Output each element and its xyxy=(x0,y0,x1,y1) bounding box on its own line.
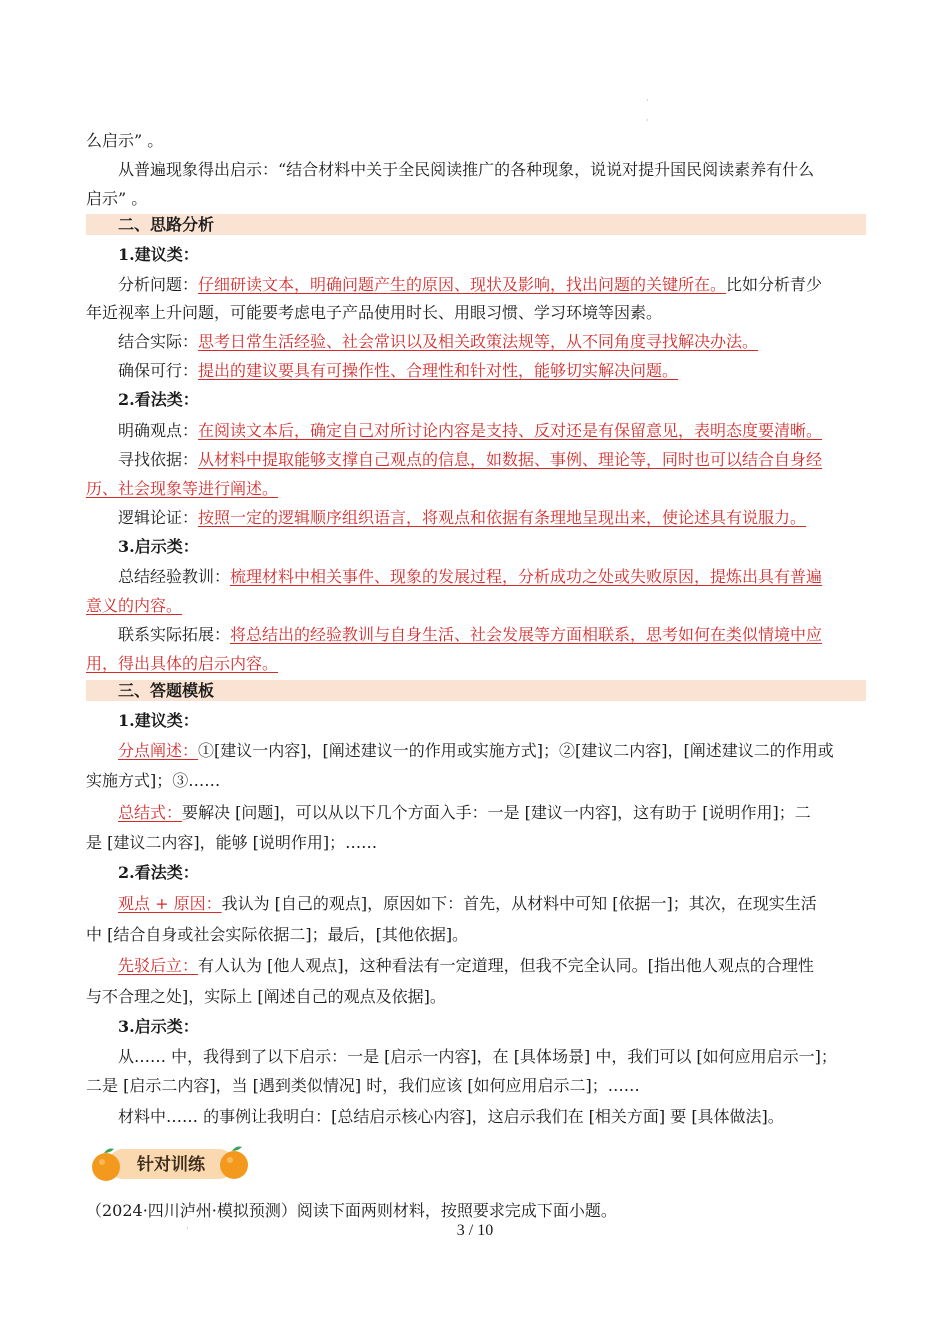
section-heading: 三、答题模板 xyxy=(118,681,215,700)
page-number: 3 / 10 xyxy=(456,1222,494,1239)
template-label: 分点阐述： xyxy=(118,741,199,760)
paragraph xyxy=(118,798,866,827)
category-title: 2.看法类： xyxy=(118,390,199,409)
paragraph-line: 是 [建议二内容]，能够 [说明作用]；…… xyxy=(86,833,378,852)
highlight-text: 在阅读文本后，确定自己对所讨论内容是支持、反对还是有保留意见，表明态度要清晰。 xyxy=(198,421,823,440)
paragraph xyxy=(118,356,866,385)
intro-line: 从普遍现象得出启示：“结合材料中关于全民阅读推广的各种现象，说说对提升国民阅读素养有什么 xyxy=(118,160,815,179)
paragraph xyxy=(118,951,866,980)
badge-label: 针对训练 xyxy=(137,1155,205,1175)
item-label: 结合实际： xyxy=(118,332,199,351)
item-label: 总结经验教训： xyxy=(118,567,231,586)
paragraph xyxy=(118,562,866,591)
template-label: 先驳后立： xyxy=(118,956,199,975)
intro-line: 启示” 。 xyxy=(86,189,148,208)
template-label: 观点 + 原因： xyxy=(118,894,222,913)
paragraph xyxy=(118,445,866,474)
paragraph xyxy=(118,889,866,918)
section-heading: 二、思路分析 xyxy=(118,215,215,234)
paragraph-line: 年近视率上升问题，可能要考虑电子产品使用时长、用眼习惯、学习环境等因素。 xyxy=(86,303,663,322)
paragraph-line: 实施方式]；③…… xyxy=(86,771,221,790)
stray-mark: · xyxy=(646,116,649,125)
template-text: ①[建议一内容]，[阐述建议一的作用或实施方式]；②[建议二内容]，[阐述建议二的作用或 xyxy=(198,741,834,760)
paragraph xyxy=(118,736,866,765)
paragraph-line xyxy=(86,591,866,620)
template-text: 有人认为 [他人观点]，这种看法有一定道理，但我不完全认同。[指出他人观点的合理性 xyxy=(198,956,814,975)
category-title: 1.建议类： xyxy=(118,711,199,730)
paragraph-line: 中 [结合自身或社会实际依据二]；最后，[其他依据]。 xyxy=(86,925,469,944)
paragraph-line: 二是 [启示二内容]，当 [遇到类似情况] 时，我们应该 [如何应用启示二]；…… xyxy=(86,1076,640,1095)
intro-line: 么启示” 。 xyxy=(86,131,164,150)
item-label: 联系实际拓展： xyxy=(118,625,231,644)
item-label: 明确观点： xyxy=(118,421,199,440)
stray-mark: · xyxy=(646,96,649,105)
training-badge xyxy=(92,1140,250,1186)
highlight-text: 按照一定的逻辑顺序组织语言，将观点和依据有条理地呈现出来，使论述具有说服力。 xyxy=(198,508,807,527)
highlight-text: 仔细研读文本，明确问题产生的原因、现状及影响，找出问题的关键所在。 xyxy=(198,275,727,294)
template-text: 要解决 [问题]，可以从以下几个方面入手：一是 [建议一内容]，这有助于 [说明作用]；二 xyxy=(182,803,811,822)
category-title: 3.启示类： xyxy=(118,537,199,556)
stray-mark: · xyxy=(186,1224,189,1233)
paragraph xyxy=(118,620,866,649)
highlight-text: 意义的内容。 xyxy=(86,596,183,615)
paragraph-line: 与不合理之处]，实际上 [阐述自己的观点及依据]。 xyxy=(86,987,446,1006)
highlight-text: 历、社会现象等进行阐述。 xyxy=(86,479,279,498)
highlight-text: 思考日常生活经验、社会常识以及相关政策法规等，从不同角度寻找解决办法。 xyxy=(198,332,759,351)
item-label: 逻辑论证： xyxy=(118,508,199,527)
paragraph-line xyxy=(86,649,866,678)
highlight-text: 用，得出具体的启示内容。 xyxy=(86,654,279,673)
paragraph xyxy=(118,416,866,445)
highlight-text: 从材料中提取能够支撑自己观点的信息，如数据、事例、理论等，同时也可以结合自身经 xyxy=(198,450,823,469)
template-label: 总结式： xyxy=(118,803,183,822)
paragraph-line xyxy=(86,474,866,503)
item-label: 确保可行： xyxy=(118,361,199,380)
highlight-text: 梳理材料中相关事件、现象的发展过程，分析成功之处或失败原因，提炼出具有普遍 xyxy=(230,567,823,586)
paragraph-line: 材料中…… 的事例让我明白：[总结启示核心内容]，这启示我们在 [相关方面] 要 [具体做法]。 xyxy=(118,1107,784,1126)
item-label: 寻找依据： xyxy=(118,450,199,469)
paragraph xyxy=(118,270,866,299)
category-title: 1.建议类： xyxy=(118,245,199,264)
paragraph-line: 从…… 中，我得到了以下启示：一是 [启示一内容]，在 [具体场景] 中，我们可以 [如何应用启示一]； xyxy=(118,1047,837,1066)
paragraph xyxy=(118,327,866,356)
item-label: 分析问题： xyxy=(118,275,199,294)
highlight-text: 提出的建议要具有可操作性、合理性和针对性，能够切实解决问题。 xyxy=(198,361,679,380)
source-line: （2024·四川泸州·模拟预测）阅读下面两则材料，按照要求完成下面小题。 xyxy=(86,1201,617,1220)
highlight-text: 将总结出的经验教训与自身生活、社会发展等方面相联系，思考如何在类似情境中应 xyxy=(230,625,823,644)
item-text: 比如分析青少 xyxy=(726,275,823,294)
template-text: 我认为 [自己的观点]，原因如下：首先，从材料中可知 [依据一]；其次，在现实生活 xyxy=(221,894,817,913)
category-title: 3.启示类： xyxy=(118,1017,199,1036)
category-title: 2.看法类： xyxy=(118,863,199,882)
paragraph xyxy=(118,503,866,532)
